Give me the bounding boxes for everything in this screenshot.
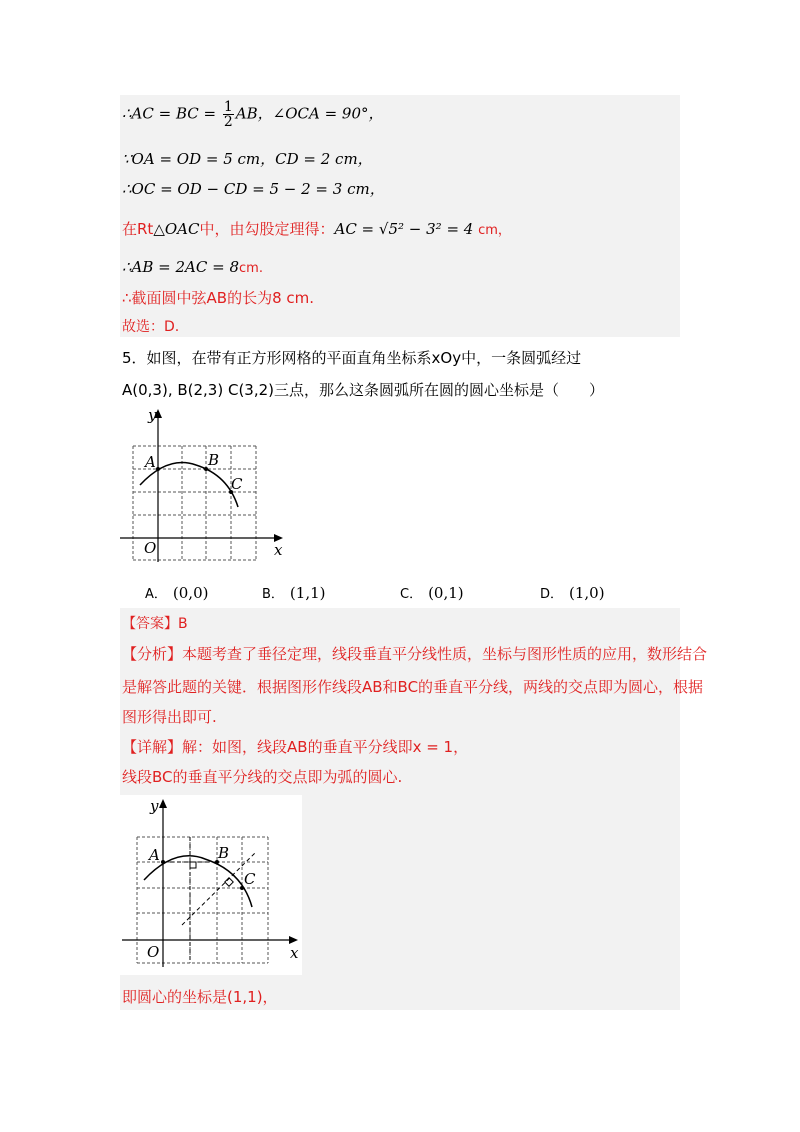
detail-line-2: 线段BC的垂直平分线的交点即为弧的圆心. (122, 768, 403, 786)
answer-line: 【答案】B (122, 616, 188, 632)
coordinate-figure-1 (118, 405, 288, 565)
option-d[interactable]: D． (1,0) (540, 584, 605, 602)
question-line-2: A(0,3), B(2,3) C(3,2)三点，那么这条圆弧所在圆的圆心坐标是（ ） (122, 381, 605, 399)
fig1-point-a-label: A (145, 453, 156, 471)
fig1-point-b-label: B (208, 451, 220, 469)
solution-line-1: ∴AC = BC = $\frac{1}{2}$ AB，∠OCA = 90°， (122, 99, 384, 130)
fig2-x-label: x (290, 944, 299, 962)
fig2-point-a-label: A (149, 846, 160, 864)
question-line-1: 5．如图，在带有正方形网格的平面直角坐标系xOy中，一条圆弧经过 (122, 349, 582, 367)
fig1-point-c-label: C (231, 475, 243, 493)
fig1-origin-label: O (144, 539, 157, 557)
analysis-line-2: 是解答此题的关键．根据图形作线段AB和BC的垂直平分线，两线的交点即为圆心，根据 (122, 678, 704, 696)
fraction-half: $\frac{1}{2}$ (223, 99, 233, 130)
fig2-point-c-label: C (244, 870, 256, 888)
coordinate-figure-2 (120, 795, 302, 975)
fig1-x-label: x (274, 541, 283, 559)
conclusion-line: 即圆心的坐标是(1,1)， (122, 988, 278, 1006)
solution-line-4: 在Rt△OAC中，由勾股定理得：AC = √5² − 3² = 4 cm， (122, 220, 511, 238)
solution-line-2: ∵OA = OD = 5 cm，CD = 2 cm， (122, 150, 373, 168)
fig2-y-label: y (150, 797, 159, 815)
fig1-y-label: y (148, 406, 157, 424)
option-c[interactable]: C． (0,1) (400, 584, 464, 602)
analysis-line-3: 图形得出即可. (122, 708, 217, 726)
option-a[interactable]: A． (0,0) (145, 584, 209, 602)
solution-line-5: ∴AB = 2AC = 8cm. (122, 258, 263, 276)
fig2-origin-label: O (147, 943, 160, 961)
solution-line-7: 故选：D. (122, 319, 180, 335)
detail-line-1: 【详解】解：如图，线段AB的垂直平分线即x = 1， (122, 738, 469, 756)
analysis-line-1: 【分析】本题考查了垂径定理，线段垂直平分线性质，坐标与图形性质的应用，数形结合 (122, 645, 708, 663)
fig2-point-b-label: B (218, 844, 230, 862)
option-b[interactable]: B． (1,1) (262, 584, 326, 602)
solution-line-6: ∴截面圆中弦AB的长为8 cm. (122, 289, 315, 307)
solution-line-3: ∴OC = OD − CD = 5 − 2 = 3 cm， (122, 180, 385, 198)
